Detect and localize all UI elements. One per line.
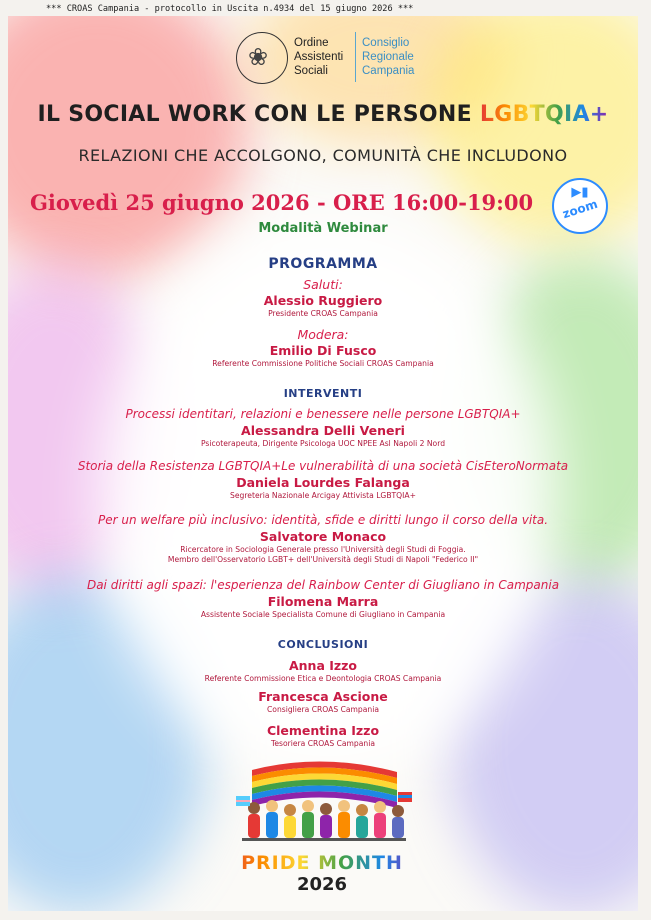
talk-speaker-desc: Psicoterapeuta, Dirigente Psicologa UOC NPEE Asl Napoli 2 Nord [200, 439, 446, 448]
conclusioni-desc: Tesoriera CROAS Campania [271, 739, 375, 748]
talk-speaker-desc: Assistente Sociale Specialista Comune di Giugliano in Campania [200, 610, 446, 619]
modera-desc: Referente Commissione Politiche Sociali CROAS Campania [212, 359, 434, 368]
rainbow-flag-crowd-illustration [222, 756, 422, 852]
pride-month-title: PRIDE MONTH [222, 852, 422, 874]
program-heading: PROGRAMMA [268, 256, 378, 272]
conclusioni-desc: Referente Commissione Etica e Deontologia CROAS Campania [204, 674, 442, 683]
title-lgbtqia: LGBTQIA+ [479, 102, 609, 127]
event-flyer [8, 16, 638, 911]
modera-name: Emilio Di Fusco [269, 343, 377, 358]
talk-speaker: Alessandra Delli Veneri [241, 423, 405, 438]
talk-speaker: Daniela Lourdes Falanga [236, 475, 410, 490]
logo-ordine-text: Ordine Assistenti Sociali [294, 37, 344, 77]
logo-consiglio-text: Consiglio Regionale Campania [362, 37, 415, 77]
logo-divider [355, 32, 356, 82]
talk-speaker-desc: Segreteria Nazionale Arcigay Attivista LGBTQIA+ [230, 491, 416, 500]
event-title: IL SOCIAL WORK CON LE PERSONE LGBTQIA+ [37, 102, 609, 127]
event-subtitle: RELAZIONI CHE ACCOLGONO, COMUNITÀ CHE INCLUDONO [78, 146, 568, 165]
talk-title: Per un welfare più inclusivo: identità, sfide e diritti lungo il corso della vita. [97, 513, 549, 527]
conclusioni-heading: CONCLUSIONI [277, 638, 369, 651]
conclusioni-desc: Consigliera CROAS Campania [267, 705, 379, 714]
saluti-name: Alessio Ruggiero [263, 293, 383, 308]
modera-label: Modera: [297, 327, 349, 342]
ordine-logo: ❀ Ordine Assistenti Sociali Consiglio Regionale Campania [236, 32, 436, 86]
zoom-label: zoom [560, 196, 600, 222]
protocol-stamp: *** CROAS Campania - protocollo in Uscita n.4934 del 15 giugno 2026 *** [46, 4, 414, 14]
video-camera-icon: ▶▮ [571, 185, 589, 200]
talk-title: Dai diritti agli spazi: l'esperienza del Rainbow Center di Giugliano in Campania [86, 578, 560, 592]
talk-speaker-desc: Ricercatore in Sociologia Generale presso l'Università degli Studi di Foggia. [180, 545, 466, 554]
saluti-desc: Presidente CROAS Campania [268, 309, 378, 318]
conclusioni-name: Francesca Ascione [258, 689, 388, 704]
talk-speaker: Salvatore Monaco [259, 529, 387, 544]
conclusioni-name: Anna Izzo [288, 658, 358, 673]
saluti-label: Saluti: [303, 277, 343, 292]
conclusioni-name: Clementina Izzo [266, 723, 380, 738]
webinar-mode: Modalità Webinar [258, 221, 388, 236]
interventi-heading: INTERVENTI [283, 387, 363, 400]
pride-month-year: 2026 [296, 874, 348, 895]
talk-title: Processi identitari, relazioni e benessere nelle persone LGBTQIA+ [125, 407, 521, 421]
talk-title: Storia della Resistenza LGBTQIA+Le vulnerabilità di una società CisEteroNormata [77, 459, 569, 473]
event-date: Giovedì 25 giugno 2026 - ORE 16:00-19:00 [30, 190, 534, 215]
talk-speaker-desc: Membro dell'Osservatorio LGBT+ dell'Università degli Studi di Napoli "Federico II" [167, 555, 479, 564]
talk-speaker: Filomena Marra [267, 594, 379, 609]
pride-month-graphic [222, 756, 422, 896]
